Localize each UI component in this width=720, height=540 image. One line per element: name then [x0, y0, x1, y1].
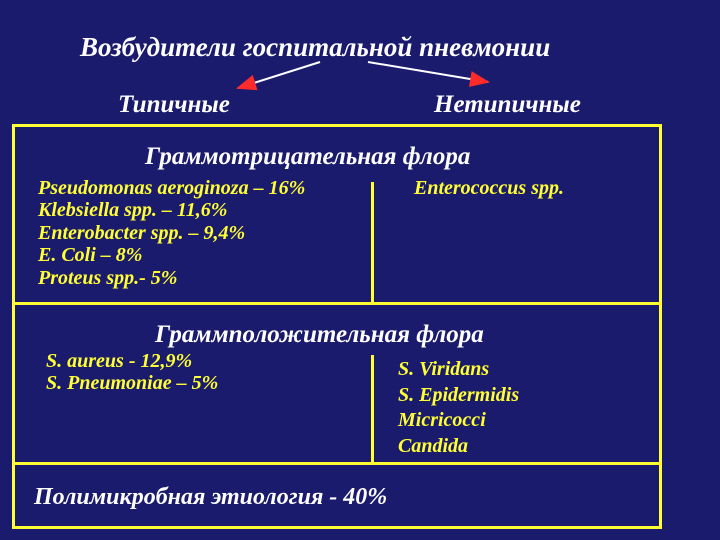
gram-negative-typical-list: [38, 177, 305, 289]
list-item: Enterococcus spp.: [414, 177, 564, 199]
frame-right-line: [659, 124, 662, 529]
list-item: Proteus spp.- 5%: [38, 266, 178, 289]
gram-negative-atypical-list: [414, 177, 564, 199]
frame-bottom-line: [12, 526, 662, 529]
frame-top-line: [12, 124, 662, 127]
polymicrobial-footer: Полимикробная этиология - 40%: [34, 484, 388, 510]
list-item: S. Viridans: [398, 358, 490, 380]
list-item: Pseudomonas aeroginoza – 16%: [38, 177, 306, 199]
list-item: Candida: [398, 434, 469, 457]
frame-neg-bottom-line: [12, 302, 662, 305]
gram-positive-heading: Граммположительная флора: [155, 321, 484, 348]
gram-positive-typical-list: [46, 350, 218, 395]
list-item: S. Pneumoniae – 5%: [46, 372, 219, 395]
frame-pos-bottom-line: [12, 462, 662, 465]
arrow-to-atypical: [368, 62, 488, 82]
list-item: S. Epidermidis: [398, 383, 520, 406]
pos-column-divider: [371, 355, 374, 464]
category-typical: Типичные: [118, 91, 230, 118]
list-item: Klebsiella spp. – 11,6%: [38, 199, 228, 222]
neg-column-divider: [371, 182, 374, 304]
gram-positive-atypical-list: [398, 357, 519, 459]
category-atypical: Нетипичные: [434, 91, 581, 118]
arrow-to-typical: [238, 62, 320, 88]
page-title: Возбудители госпитальной пневмонии: [80, 32, 551, 62]
list-item: S. aureus - 12,9%: [46, 350, 193, 372]
gram-negative-heading: Граммотрицательная флора: [145, 143, 471, 170]
list-item: E. Coli – 8%: [38, 244, 143, 267]
frame-left-line: [12, 124, 15, 529]
list-item: Micricocci: [398, 409, 486, 431]
list-item: Enterobacter spp. – 9,4%: [38, 221, 246, 244]
